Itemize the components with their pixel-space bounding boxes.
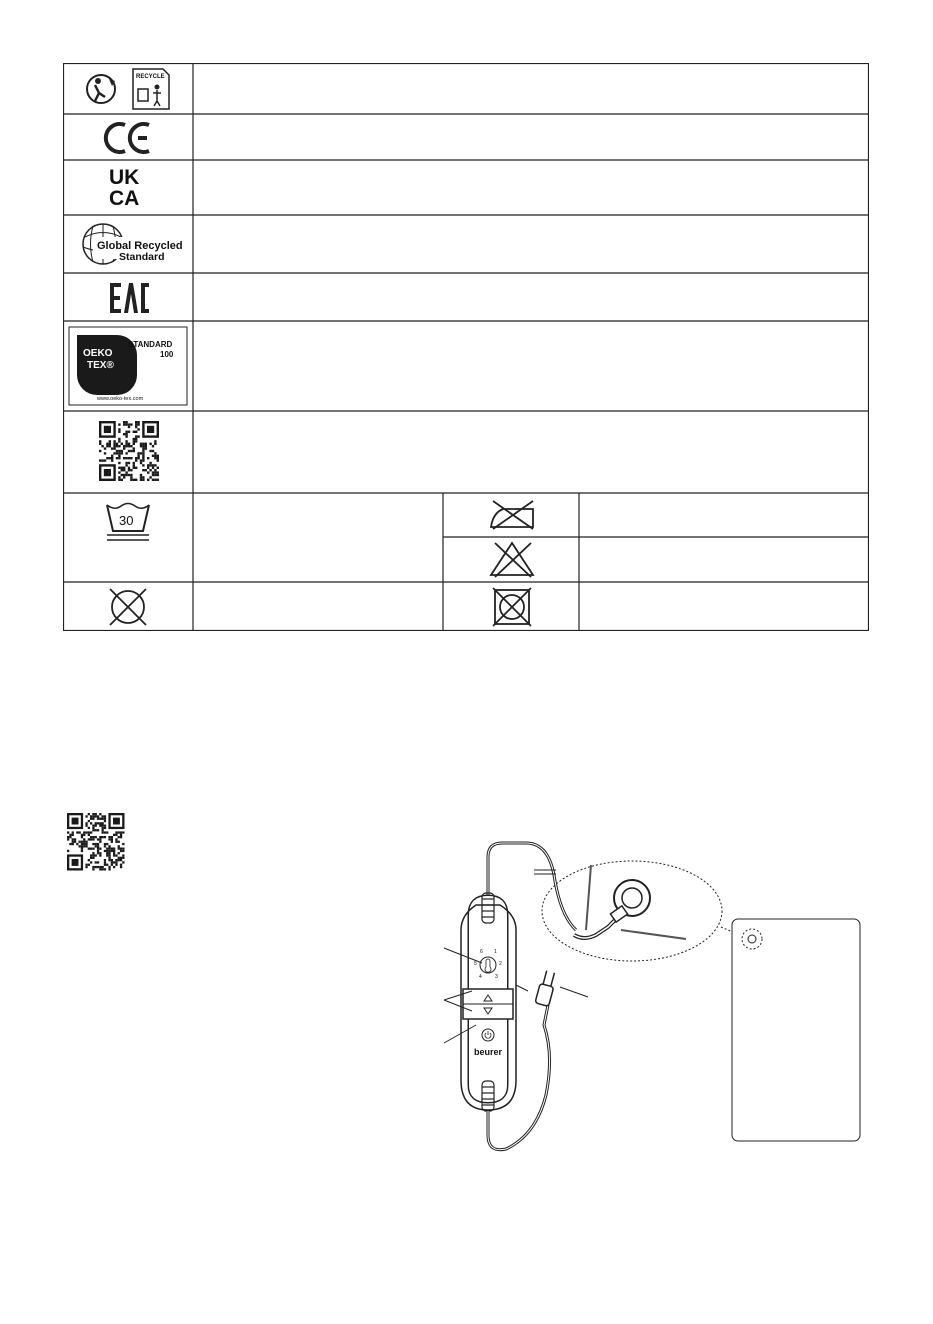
heating-pad bbox=[732, 919, 860, 1141]
oeko-number-text: 100 bbox=[160, 350, 174, 359]
oeko-url-text: www.oeko-tex.com bbox=[97, 396, 144, 402]
ukca-text-top: UK bbox=[109, 166, 140, 189]
recycling-icon bbox=[87, 75, 115, 103]
dial-number: 2 bbox=[499, 961, 502, 967]
mains-plug-icon bbox=[535, 970, 557, 1006]
oeko-text-line1: OEKO bbox=[83, 348, 113, 359]
dial-number: 1 bbox=[494, 949, 497, 955]
dial-number: 6 bbox=[480, 949, 483, 955]
qr-code-icon bbox=[99, 421, 159, 481]
global-recycled-standard-icon bbox=[83, 224, 183, 264]
dial-number: 4 bbox=[479, 974, 482, 980]
connector-detail-callout bbox=[542, 861, 740, 961]
dial-number: 5 bbox=[474, 961, 477, 967]
oeko-standard-text: STANDARD bbox=[128, 340, 173, 349]
brand-logo: beurer bbox=[474, 1047, 503, 1057]
ukca-mark-icon bbox=[109, 166, 139, 210]
heating-pad-diagram bbox=[436, 835, 866, 1155]
do-not-dry-clean-icon bbox=[110, 589, 146, 625]
do-not-bleach-icon bbox=[491, 543, 533, 577]
oeko-text-line2: TEX® bbox=[87, 360, 114, 371]
qr-code-icon bbox=[67, 813, 125, 871]
temperature-dial[interactable] bbox=[480, 957, 496, 973]
qr-code-standalone bbox=[67, 813, 127, 876]
wash-30-icon bbox=[107, 504, 149, 541]
grs-text-line1: Global Recycled bbox=[97, 240, 183, 252]
do-not-iron-icon bbox=[491, 501, 533, 529]
symbols-table bbox=[63, 63, 869, 631]
eac-mark-icon bbox=[110, 283, 149, 313]
grs-text-line2: Standard bbox=[119, 251, 165, 263]
do-not-tumble-dry-icon bbox=[493, 588, 531, 626]
controller[interactable] bbox=[461, 893, 516, 1111]
ukca-text-bottom: CA bbox=[109, 187, 140, 210]
oeko-tex-label-icon bbox=[69, 327, 187, 405]
wash-temperature: 30 bbox=[119, 513, 134, 528]
recycle-bin-icon bbox=[133, 69, 169, 109]
dial-number: 3 bbox=[495, 974, 498, 980]
recycle-text: RECYCLE bbox=[136, 74, 165, 80]
ce-mark-icon bbox=[106, 124, 149, 152]
